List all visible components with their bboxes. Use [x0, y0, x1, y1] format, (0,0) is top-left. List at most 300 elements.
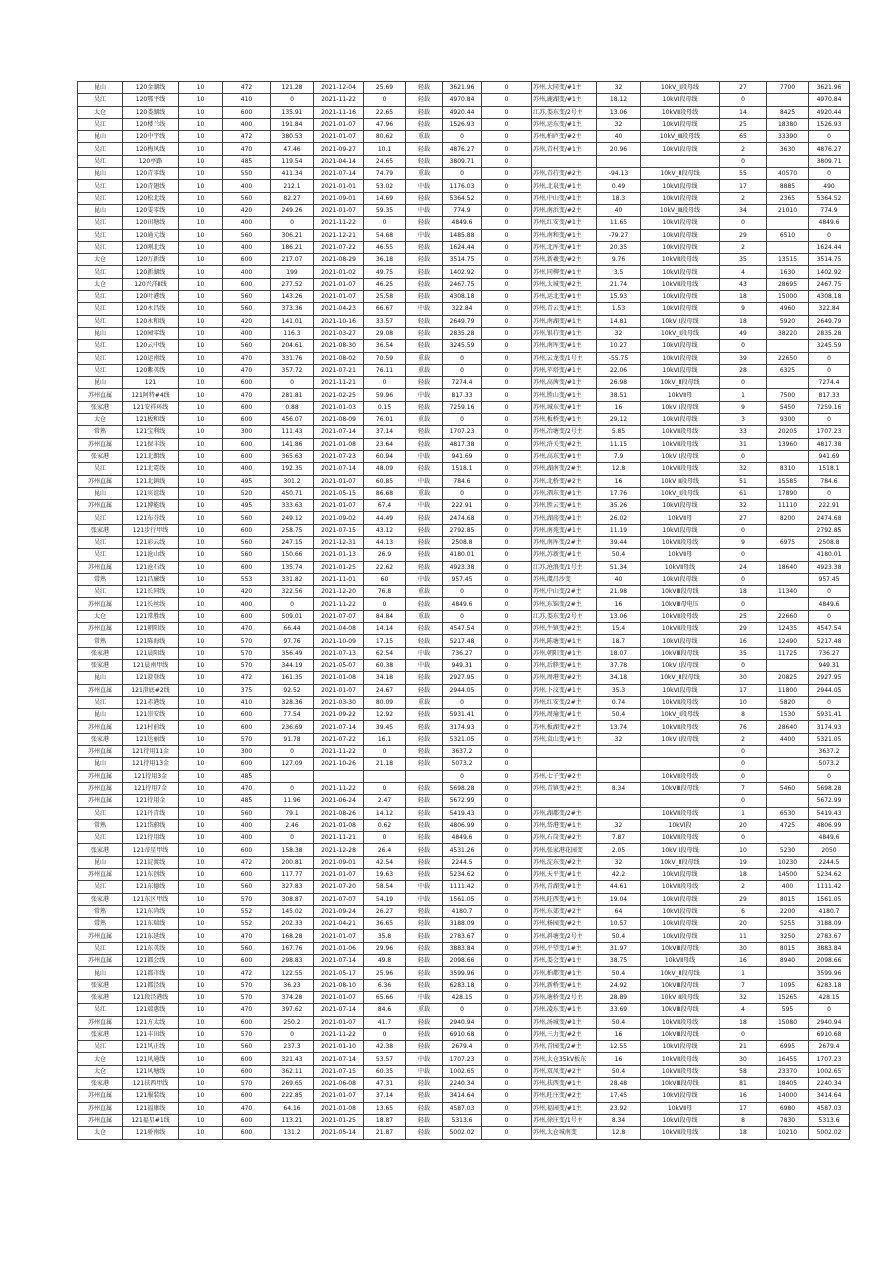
cell-load-status: 轻载 — [406, 1041, 443, 1053]
cell-voltage: 10 — [179, 598, 223, 610]
cell-line-name: 121阿特#4线 — [123, 389, 179, 401]
cell-max-load: 0 — [271, 832, 314, 844]
cell-load-status: 轻载 — [406, 979, 443, 991]
cell-spare-capacity: 0 — [443, 770, 482, 782]
cell-rated-capacity: 600 — [223, 377, 271, 389]
cell-reserved: 0 — [482, 1078, 532, 1090]
cell-bus-section: 10kVⅠ段母线 — [641, 573, 720, 585]
cell-max-load: 0 — [271, 746, 314, 758]
cell-voltage: 10 — [179, 832, 223, 844]
cell-peak-date: 2021-11-22 — [314, 746, 364, 758]
cell-voltage: 10 — [179, 930, 223, 942]
cell-max-load: 168.28 — [271, 930, 314, 942]
cell-region: 吴江 — [78, 291, 123, 303]
cell-available-capacity: 5672.99 — [809, 795, 850, 807]
cell-reserved: 0 — [482, 1127, 532, 1139]
cell-user-count: 1 — [720, 389, 767, 401]
cell-user-capacity: 15585 — [767, 475, 809, 487]
cell-spare-capacity: 4849.6 — [443, 217, 482, 229]
cell-line-name: 120雯零线 — [123, 204, 179, 216]
cell-peak-date: 2021-01-07 — [314, 204, 364, 216]
cell-rated-capacity: 600 — [223, 414, 271, 426]
cell-available-capacity: 2467.75 — [809, 278, 850, 290]
cell-user-capacity: 400 — [767, 881, 809, 893]
cell-rated-capacity: 560 — [223, 1041, 271, 1053]
cell-transformer-margin: 18.7 — [597, 635, 641, 647]
cell-available-capacity: 0 — [809, 229, 850, 241]
cell-user-count: 55 — [720, 168, 767, 180]
table-body — [78, 82, 850, 1140]
cell-peak-date: 2021-08-30 — [314, 340, 364, 352]
cell-voltage: 10 — [179, 955, 223, 967]
cell-max-load: 331.82 — [271, 573, 314, 585]
table-row — [78, 217, 850, 229]
cell-line-name: 121长丝线 — [123, 598, 179, 610]
cell-reserved: 0 — [482, 623, 532, 635]
cell-user-count: 16 — [720, 955, 767, 967]
cell-user-count: 25 — [720, 610, 767, 622]
cell-reserved: 0 — [482, 709, 532, 721]
cell-reserved: 0 — [482, 254, 532, 266]
cell-max-load: 236.69 — [271, 721, 314, 733]
cell-peak-date: 2021-08-09 — [314, 414, 364, 426]
cell-load-status: 重载 — [406, 414, 443, 426]
cell-peak-date: 2021-03-27 — [314, 327, 364, 339]
cell-spare-capacity: 2792.85 — [443, 524, 482, 536]
cell-user-count: 30 — [720, 672, 767, 684]
cell-region: 苏州直属 — [78, 770, 123, 782]
cell-max-load: 357.72 — [271, 364, 314, 376]
cell-bus-section: 10kVⅢ段母线 — [641, 586, 720, 598]
cell-voltage: 10 — [179, 524, 223, 536]
cell-load-rate: 74.79 — [364, 168, 406, 180]
cell-line-name: 121澄底#2线 — [123, 684, 179, 696]
cell-rated-capacity: 600 — [223, 1065, 271, 1077]
cell-reserved: 0 — [482, 795, 532, 807]
cell-spare-capacity: 1518.1 — [443, 463, 482, 475]
cell-load-status: 轻载 — [406, 782, 443, 794]
cell-user-capacity: 15000 — [767, 291, 809, 303]
cell-voltage: 10 — [179, 721, 223, 733]
cell-spare-capacity: 6910.68 — [443, 1028, 482, 1040]
cell-peak-date: 2021-12-04 — [314, 82, 364, 94]
cell-max-load: 331.76 — [271, 352, 314, 364]
cell-region: 张家港 — [78, 844, 123, 856]
cell-reserved: 0 — [482, 561, 532, 573]
cell-spare-capacity: 4587.03 — [443, 1102, 482, 1114]
cell-available-capacity: 4806.99 — [809, 819, 850, 831]
cell-bus-section: 10kVⅠ段母线 — [641, 291, 720, 303]
cell-line-name: 121丰田线 — [123, 1028, 179, 1040]
cell-voltage: 10 — [179, 979, 223, 991]
cell-region: 昆山 — [78, 377, 123, 389]
cell-rated-capacity: 300 — [223, 426, 271, 438]
cell-region: 吴江 — [78, 241, 123, 253]
cell-max-load: 374.28 — [271, 991, 314, 1003]
cell-line-name: 121都泾线 — [123, 979, 179, 991]
cell-spare-capacity: 0 — [443, 487, 482, 499]
cell-substation-transformer: 苏州,高东变/#1主 — [532, 450, 597, 462]
cell-voltage: 10 — [179, 1004, 223, 1016]
cell-voltage: 10 — [179, 131, 223, 143]
cell-rated-capacity: 600 — [223, 401, 271, 413]
cell-bus-section: 10kVⅠ段母线 — [641, 364, 720, 376]
cell-substation-transformer: 苏州,红安变/2#主 — [532, 696, 597, 708]
cell-rated-capacity: 600 — [223, 869, 271, 881]
cell-load-rate: 0.62 — [364, 819, 406, 831]
cell-user-count: 0 — [720, 377, 767, 389]
cell-region: 常熟 — [78, 905, 123, 917]
cell-voltage: 10 — [179, 967, 223, 979]
cell-max-load: 456.07 — [271, 414, 314, 426]
cell-max-load — [271, 770, 314, 782]
cell-load-rate: 22.62 — [364, 561, 406, 573]
cell-load-status: 轻载 — [406, 1090, 443, 1102]
cell-substation-transformer: 苏州,扶西变/#1主 — [532, 1078, 597, 1090]
cell-available-capacity: 2679.4 — [809, 1041, 850, 1053]
cell-load-status: 重载 — [406, 131, 443, 143]
cell-rated-capacity: 560 — [223, 291, 271, 303]
cell-bus-section: 10kVⅡ段母线 — [641, 536, 720, 548]
cell-load-rate: 22.65 — [364, 106, 406, 118]
cell-region: 吴江 — [78, 807, 123, 819]
cell-transformer-margin: 20.96 — [597, 143, 641, 155]
cell-max-load: 321.43 — [271, 1053, 314, 1065]
cell-voltage: 10 — [179, 291, 223, 303]
cell-available-capacity: 2940.94 — [809, 1016, 850, 1028]
cell-spare-capacity: 2508.8 — [443, 536, 482, 548]
cell-transformer-margin: 17.45 — [597, 1090, 641, 1102]
cell-transformer-margin: 5.85 — [597, 426, 641, 438]
table-row — [78, 869, 850, 881]
cell-substation-transformer: 苏州,大同变/#1主 — [532, 82, 597, 94]
cell-reserved: 0 — [482, 241, 532, 253]
cell-load-status: 中载 — [406, 991, 443, 1003]
cell-transformer-margin — [597, 746, 641, 758]
cell-spare-capacity: 3188.09 — [443, 918, 482, 930]
cell-peak-date: 2021-07-15 — [314, 524, 364, 536]
cell-max-load: 202.33 — [271, 918, 314, 930]
table-row — [78, 1127, 850, 1139]
cell-voltage: 10 — [179, 1065, 223, 1077]
cell-max-load: 0 — [271, 94, 314, 106]
cell-substation-transformer: 苏州,浒关变/#2主 — [532, 438, 597, 450]
cell-user-capacity: 21010 — [767, 204, 809, 216]
cell-bus-section: 10kVⅠ段母线 — [641, 1041, 720, 1053]
cell-reserved: 0 — [482, 635, 532, 647]
cell-max-load: 150.66 — [271, 549, 314, 561]
cell-max-load: 82.27 — [271, 192, 314, 204]
cell-user-count: 24 — [720, 561, 767, 573]
cell-max-load: 222.85 — [271, 1090, 314, 1102]
cell-reserved: 0 — [482, 918, 532, 930]
cell-spare-capacity: 5364.52 — [443, 192, 482, 204]
cell-bus-section: 10kVⅠ段母线 — [641, 524, 720, 536]
cell-bus-section: 10kVⅡ母 — [641, 1102, 720, 1114]
cell-line-name: 121风正线 — [123, 1041, 179, 1053]
cell-load-rate: 16.1 — [364, 733, 406, 745]
cell-bus-section: 10kVⅡ段母线 — [641, 696, 720, 708]
cell-peak-date: 2021-01-07 — [314, 684, 364, 696]
cell-rated-capacity: 570 — [223, 1028, 271, 1040]
cell-user-count: 30 — [720, 942, 767, 954]
cell-transformer-margin: 13.74 — [597, 721, 641, 733]
cell-peak-date: 2021-11-22 — [314, 1028, 364, 1040]
cell-peak-date: 2021-07-15 — [314, 1065, 364, 1077]
cell-user-count: 31 — [720, 438, 767, 450]
cell-bus-section: 10kVⅢ段母线 — [641, 1028, 720, 1040]
cell-max-load: 186.21 — [271, 241, 314, 253]
cell-available-capacity: 7274.4 — [809, 377, 850, 389]
cell-peak-date: 2021-01-07 — [314, 1016, 364, 1028]
cell-spare-capacity: 5234.62 — [443, 869, 482, 881]
cell-rated-capacity: 400 — [223, 118, 271, 130]
cell-voltage: 10 — [179, 647, 223, 659]
table-row — [78, 131, 850, 143]
cell-line-name: 121宾谊线 — [123, 487, 179, 499]
table-row — [78, 254, 850, 266]
cell-transformer-margin: 34.18 — [597, 672, 641, 684]
cell-voltage: 10 — [179, 106, 223, 118]
cell-substation-transformer — [532, 155, 597, 167]
cell-reserved: 0 — [482, 377, 532, 389]
cell-line-name: 121昌廉线 — [123, 573, 179, 585]
cell-substation-transformer: 苏州,云龙变/1号主 — [532, 352, 597, 364]
cell-max-load: 0 — [271, 217, 314, 229]
cell-peak-date: 2021-10-26 — [314, 758, 364, 770]
cell-reserved: 0 — [482, 500, 532, 512]
cell-user-count: 0 — [720, 94, 767, 106]
cell-user-count: 18 — [720, 869, 767, 881]
cell-rated-capacity: 470 — [223, 623, 271, 635]
cell-transformer-margin: 50.4 — [597, 709, 641, 721]
cell-line-name: 121达丽线 — [123, 733, 179, 745]
cell-region: 昆山 — [78, 327, 123, 339]
cell-bus-section: 10kV_Ⅰ段母线 — [641, 709, 720, 721]
cell-voltage: 10 — [179, 807, 223, 819]
cell-available-capacity: 4180.01 — [809, 549, 850, 561]
cell-bus-section: 10kV_Ⅲ段母线 — [641, 204, 720, 216]
cell-transformer-margin: 26.98 — [597, 377, 641, 389]
cell-region: 吴江 — [78, 881, 123, 893]
cell-voltage: 10 — [179, 586, 223, 598]
cell-user-capacity — [767, 450, 809, 462]
cell-rated-capacity: 495 — [223, 500, 271, 512]
cell-region: 太仓 — [78, 254, 123, 266]
cell-load-rate: 0 — [364, 217, 406, 229]
cell-substation-transformer: 苏州,城东变/#1主 — [532, 401, 597, 413]
cell-line-name: 121岱蔚线 — [123, 819, 179, 831]
cell-bus-section: 10kV_Ⅱ段母线 — [641, 672, 720, 684]
cell-available-capacity: 2792.85 — [809, 524, 850, 536]
table-row — [78, 192, 850, 204]
cell-line-name: 121待用11金 — [123, 746, 179, 758]
cell-line-name: 121东区甲线 — [123, 893, 179, 905]
cell-load-rate: 46.55 — [364, 241, 406, 253]
cell-spare-capacity: 817.33 — [443, 389, 482, 401]
cell-peak-date: 2021-10-16 — [314, 315, 364, 327]
cell-region: 吴江 — [78, 155, 123, 167]
cell-voltage: 10 — [179, 746, 223, 758]
cell-region: 吴江 — [78, 143, 123, 155]
cell-user-capacity — [767, 1028, 809, 1040]
cell-region: 太仓 — [78, 610, 123, 622]
cell-max-load: 11.96 — [271, 795, 314, 807]
cell-transformer-margin: 18.07 — [597, 647, 641, 659]
cell-substation-transformer: 苏州,袁山变/#1主 — [532, 733, 597, 745]
cell-bus-section: 10kVⅡ段母线 — [641, 1053, 720, 1065]
cell-max-load: 141.86 — [271, 438, 314, 450]
cell-load-rate: 84.84 — [364, 610, 406, 622]
cell-load-status: 轻载 — [406, 1114, 443, 1126]
cell-load-rate: 44.49 — [364, 512, 406, 524]
cell-user-capacity: 595 — [767, 1004, 809, 1016]
cell-substation-transformer: 苏州,青园变/2#主 — [532, 1041, 597, 1053]
cell-substation-transformer: 苏州,北厍变/#1主 — [532, 241, 597, 253]
cell-load-rate: 58.54 — [364, 881, 406, 893]
cell-line-name: 121晨南甲线 — [123, 659, 179, 671]
cell-user-capacity: 8940 — [767, 955, 809, 967]
cell-peak-date: 2021-04-14 — [314, 155, 364, 167]
cell-region: 吴江 — [78, 192, 123, 204]
cell-transformer-margin: 28.89 — [597, 991, 641, 1003]
cell-peak-date: 2021-12-28 — [314, 844, 364, 856]
cell-available-capacity: 4876.27 — [809, 143, 850, 155]
cell-user-count: 9 — [720, 536, 767, 548]
cell-region: 苏州直属 — [78, 561, 123, 573]
cell-voltage: 10 — [179, 905, 223, 917]
cell-substation-transformer: 苏州,周港变/#2主 — [532, 672, 597, 684]
cell-user-count: 19 — [720, 856, 767, 868]
cell-reserved: 0 — [482, 524, 532, 536]
cell-user-count: 11 — [720, 930, 767, 942]
table-row — [78, 893, 850, 905]
cell-spare-capacity: 2098.66 — [443, 955, 482, 967]
cell-reserved: 0 — [482, 942, 532, 954]
cell-available-capacity: 2244.5 — [809, 856, 850, 868]
cell-reserved: 0 — [482, 204, 532, 216]
cell-rated-capacity: 400 — [223, 327, 271, 339]
cell-user-capacity: 14000 — [767, 1090, 809, 1102]
cell-load-status: 轻载 — [406, 217, 443, 229]
cell-line-name: 121板和线 — [123, 414, 179, 426]
cell-user-capacity — [767, 549, 809, 561]
cell-user-count: 29 — [720, 623, 767, 635]
cell-load-rate: 54.19 — [364, 893, 406, 905]
cell-region: 吴江 — [78, 1004, 123, 1016]
cell-user-count: 7 — [720, 782, 767, 794]
cell-transformer-margin: 11.65 — [597, 217, 641, 229]
cell-load-rate: 2.47 — [364, 795, 406, 807]
cell-bus-section: 10kVⅠ段母线 — [641, 143, 720, 155]
cell-rated-capacity: 570 — [223, 733, 271, 745]
cell-voltage: 10 — [179, 1016, 223, 1028]
cell-load-rate: 0 — [364, 1028, 406, 1040]
cell-spare-capacity: 1176.03 — [443, 180, 482, 192]
cell-bus-section: 10kVⅠ段母线 — [641, 414, 720, 426]
cell-rated-capacity: 600 — [223, 561, 271, 573]
cell-peak-date: 2021-06-08 — [314, 1078, 364, 1090]
cell-voltage: 10 — [179, 377, 223, 389]
cell-bus-section: 10kVⅡ段母线 — [641, 807, 720, 819]
cell-peak-date: 2021-01-08 — [314, 438, 364, 450]
cell-max-load: 192.35 — [271, 463, 314, 475]
cell-line-name: 121北霓线 — [123, 463, 179, 475]
table-row — [78, 536, 850, 548]
cell-load-rate: 21.18 — [364, 758, 406, 770]
cell-transformer-margin: 40 — [597, 204, 641, 216]
cell-reserved: 0 — [482, 1004, 532, 1016]
cell-user-capacity — [767, 524, 809, 536]
cell-peak-date: 2021-05-14 — [314, 1127, 364, 1139]
cell-available-capacity: 3599.96 — [809, 967, 850, 979]
cell-reserved: 0 — [482, 782, 532, 794]
cell-voltage: 10 — [179, 856, 223, 868]
cell-region: 吴江 — [78, 303, 123, 315]
cell-line-name: 120楼兰线 — [123, 118, 179, 130]
cell-user-capacity: 5450 — [767, 401, 809, 413]
cell-reserved: 0 — [482, 1102, 532, 1114]
cell-peak-date: 2021-11-22 — [314, 598, 364, 610]
cell-peak-date: 2021-01-06 — [314, 942, 364, 954]
cell-available-capacity: 322.84 — [809, 303, 850, 315]
cell-substation-transformer: 苏州,同柳变/#1主 — [532, 266, 597, 278]
cell-bus-section: 10kVⅠ段母线 — [641, 1114, 720, 1126]
cell-reserved: 0 — [482, 955, 532, 967]
table-row — [78, 303, 850, 315]
cell-substation-transformer: 苏州,福园变/#1主 — [532, 1102, 597, 1114]
cell-voltage: 10 — [179, 155, 223, 167]
cell-substation-transformer: 苏州,天平变/#1主 — [532, 869, 597, 881]
table-row — [78, 450, 850, 462]
cell-region: 吴江 — [78, 217, 123, 229]
cell-peak-date: 2021-07-14 — [314, 426, 364, 438]
cell-available-capacity: 2944.05 — [809, 684, 850, 696]
cell-load-status: 轻载 — [406, 401, 443, 413]
cell-max-load: 281.81 — [271, 389, 314, 401]
cell-load-rate: 42.38 — [364, 1041, 406, 1053]
cell-peak-date: 2021-07-13 — [314, 647, 364, 659]
cell-transformer-margin: 50.4 — [597, 930, 641, 942]
cell-available-capacity: 3514.75 — [809, 254, 850, 266]
cell-transformer-margin: 12.8 — [597, 463, 641, 475]
cell-user-capacity: 20205 — [767, 426, 809, 438]
cell-user-count: 0 — [720, 573, 767, 585]
cell-bus-section: 10kVⅢ段母线 — [641, 942, 720, 954]
cell-transformer-margin: 7.9 — [597, 450, 641, 462]
cell-user-count: 1 — [720, 807, 767, 819]
cell-substation-transformer: 苏州,东郊变/#2主 — [532, 905, 597, 917]
cell-line-name: 121福康线 — [123, 1102, 179, 1114]
cell-load-status: 轻载 — [406, 807, 443, 819]
cell-peak-date: 2021-09-24 — [314, 905, 364, 917]
cell-line-name: 121朝阳线 — [123, 623, 179, 635]
table-row — [78, 623, 850, 635]
cell-available-capacity: 0 — [809, 770, 850, 782]
cell-bus-section: 10kVⅢ母电压 — [641, 598, 720, 610]
cell-load-status: 轻载 — [406, 82, 443, 94]
cell-user-capacity: 6980 — [767, 1102, 809, 1114]
cell-line-name: 120永和线 — [123, 315, 179, 327]
cell-max-load: 66.44 — [271, 623, 314, 635]
cell-rated-capacity: 560 — [223, 340, 271, 352]
cell-spare-capacity: 2783.67 — [443, 930, 482, 942]
cell-reserved: 0 — [482, 401, 532, 413]
cell-user-capacity: 16455 — [767, 1053, 809, 1065]
cell-max-load: 36.23 — [271, 979, 314, 991]
cell-line-name: 120兴洋Ⅱ线 — [123, 278, 179, 290]
cell-substation-transformer: 苏州,南湖变/#1主 — [532, 315, 597, 327]
